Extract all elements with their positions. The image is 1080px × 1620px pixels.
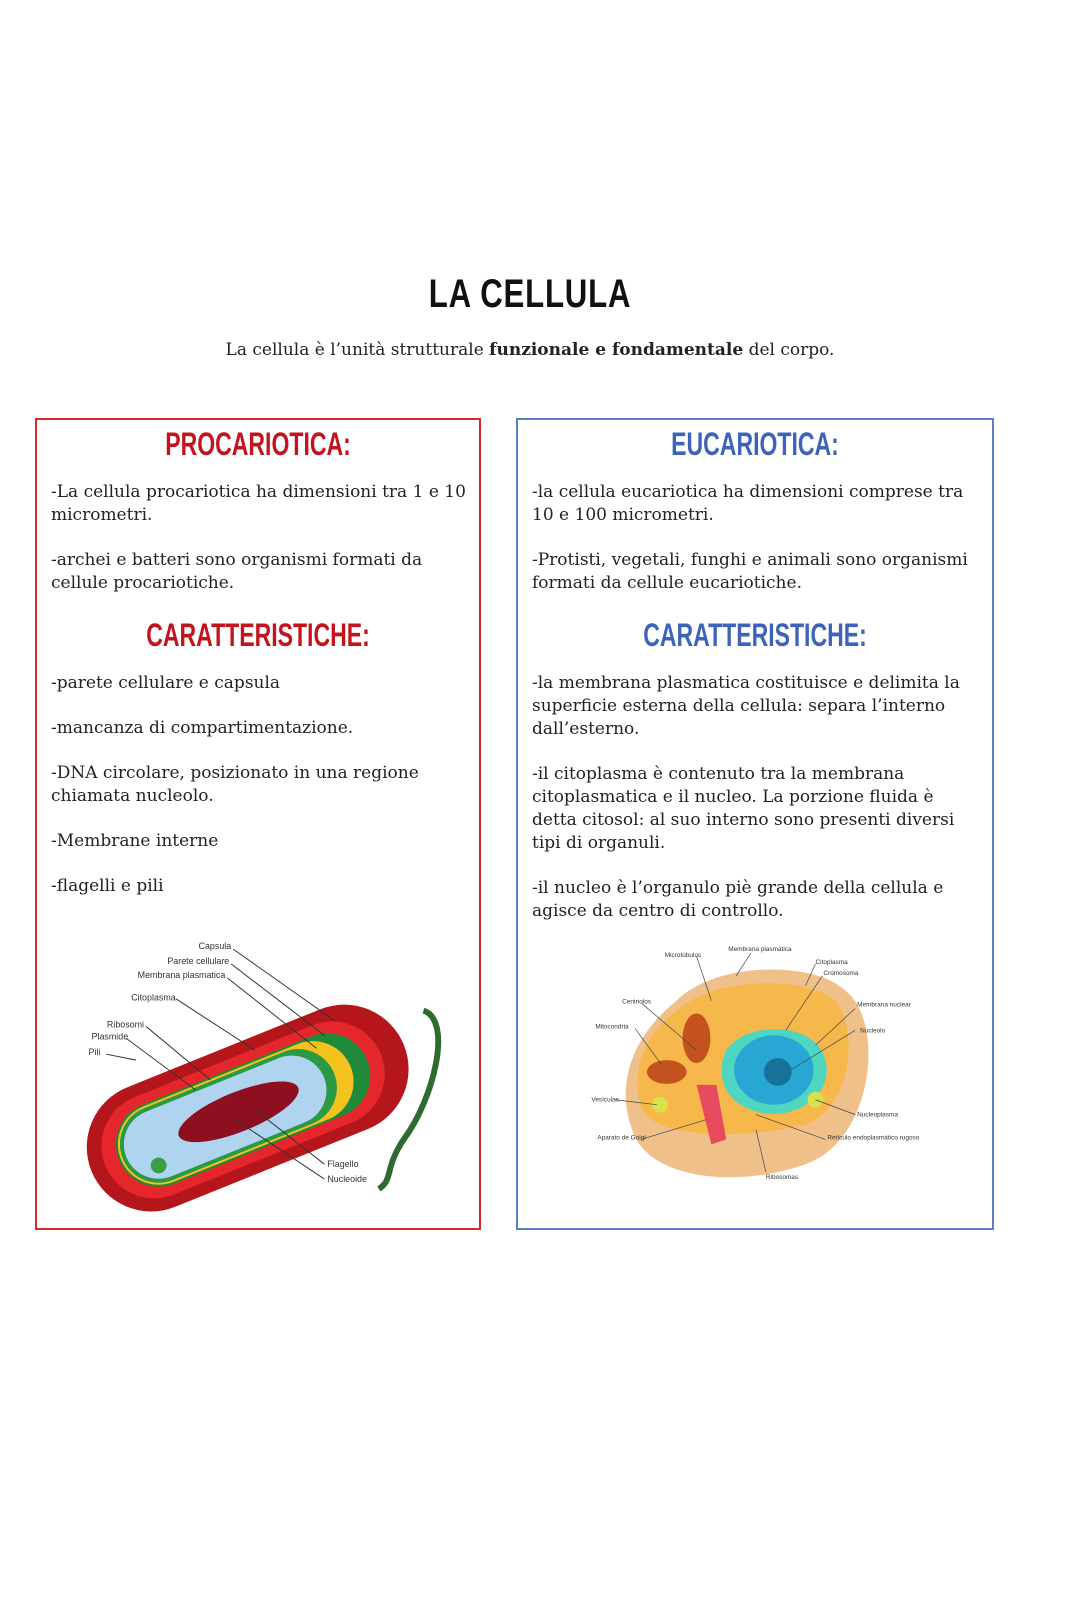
subtitle-text: La cellula è l’unità strutturale — [225, 340, 490, 360]
diagram-label: Citoplasma — [131, 992, 176, 1003]
list-item: -Membrane interne — [51, 831, 219, 851]
subtitle-text-end: del corpo. — [743, 340, 835, 360]
diagram-label: Ribosomi — [106, 1019, 145, 1030]
diagram-label: Capsula — [198, 941, 232, 952]
paragraph: -La cellula procariotica ha dimensioni tra 1 e 10 micrometri. — [51, 482, 466, 525]
list-item: -flagelli e pili — [51, 876, 164, 896]
diagram-label: Microtùbulos — [664, 951, 702, 959]
eukaryote-diagram — [518, 940, 992, 1200]
diagram-label: Cromosoma — [823, 969, 859, 977]
diagram-label: Retículo endoplasmático rugoso — [827, 1134, 920, 1142]
paragraph: -Protisti, vegetali, funghi e animali sono organismi formati da cellule eucariotiche. — [532, 550, 968, 593]
diagram-label: Membrana plasmática — [728, 946, 792, 954]
list-item: -il citoplasma è contenuto tra la membrana citoplasmatica e il nucleo. La porzione fluida è detta citosol: al suo interno sono presenti diversi tipi di organuli. — [532, 764, 955, 853]
diagram-label: Citoplasma — [815, 958, 848, 966]
diagram-label: Membrana nuclear — [857, 1001, 911, 1009]
diagram-label: Plasmide — [91, 1031, 129, 1042]
prokaryote-diagram — [37, 930, 479, 1220]
caratteristiche-heading: CARATTERISTICHE: — [643, 617, 867, 653]
list-item: -mancanza di compartimentazione. — [51, 718, 354, 738]
list-item: -parete cellulare e capsula — [51, 673, 281, 693]
subtitle — [0, 340, 1060, 360]
list-item: -DNA circolare, posizionato in una regione chiamata nucleolo. — [51, 763, 419, 806]
subtitle-bold: funzionale e fondamentale — [489, 340, 744, 360]
paragraph: -la cellula eucariotica ha dimensioni comprese tra 10 e 100 micrometri. — [532, 482, 964, 525]
diagram-label: Flagello — [327, 1159, 359, 1170]
eucariotica-heading: EUCARIOTICA: — [671, 426, 839, 462]
eucariotica-panel — [516, 418, 994, 1230]
diagram-label: Nucleoplasma — [857, 1111, 898, 1119]
diagram-label: Nucleoide — [327, 1174, 367, 1185]
diagram-label: Parete cellulare — [167, 956, 230, 967]
diagram-label: Aparato de Golgi — [597, 1134, 646, 1142]
paragraph: -archei e batteri sono organismi formati da cellule procariotiche. — [51, 550, 423, 593]
diagram-label: Membrana plasmatica — [137, 969, 226, 980]
diagram-label: Mitocondria — [595, 1023, 629, 1031]
diagram-label: Ribosomas — [765, 1174, 799, 1182]
page-title: LA CELLULA — [428, 272, 632, 316]
diagram-label: Nucleolo — [860, 1027, 886, 1035]
diagram-label: Pili — [88, 1047, 101, 1058]
procariotica-panel — [35, 418, 481, 1230]
list-item: -il nucleo è l’organulo piè grande della cellula e agisce da centro di controllo. — [532, 878, 944, 921]
procariotica-heading: PROCARIOTICA: — [165, 426, 351, 462]
diagram-label: Centriolos — [622, 998, 652, 1006]
diagram-label: Vesículas — [591, 1096, 619, 1104]
list-item: -la membrana plasmatica costituisce e delimita la superficie esterna della cellula: separa l’interno dall’esterno. — [532, 673, 960, 739]
caratteristiche-heading: CARATTERISTICHE: — [146, 617, 370, 653]
